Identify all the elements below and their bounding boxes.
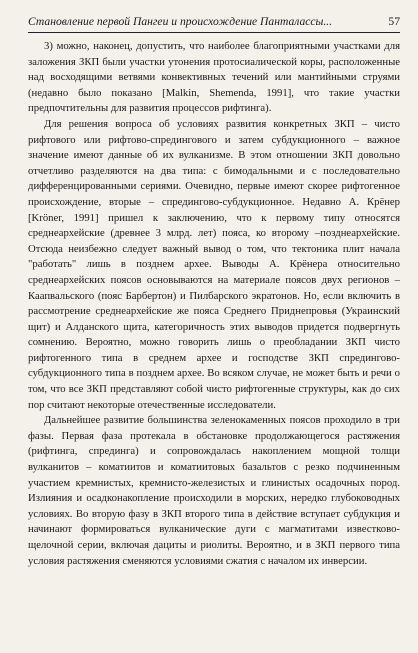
running-head-title: Становление первой Пангеи и происхождение Панталассы... [28,14,333,28]
page-number: 57 [388,14,400,28]
paragraph-1: 3) можно, наконец, допустить, что наиболее благоприятными участками для заложения ЗКП были участки утонения протосиалической коры, расположенные над восходящими ветвями конвективных течений или мантийными струями (недавно было показано [Malkin, Shemenda, 1991], что такие участки предпочтительны для развития процессов рифтинга). [28,40,400,115]
paragraph-2: Для решения вопроса об условиях развития конкретных ЗКП – чисто рифтового или рифтово-спредингового и затем субдукционного – важное значение имеют данные об их вулканизме. В этом отношении ЗКП довольно отчетливо разделяются на два типа: с бимодальными и с последовательно дифференцированными сериями. Очевидно, первые имеют скорее рифтогенное происхождение, вторые – спредингово-субдукционное. Недавно А. Крёнер [Kröner, 1991] пришел к заключению, что к первому типу относятся среднеархейские (древнее 3 млрд. лет) пояса, ко второму –позднеархейские. Отсюда неизбежно следует важный вывод о том, что тектоника плит начала "работать" лишь в позднем архее. Выводы А. Крёнера относительно среднеархейских поясов основываются на материале поясов двух регионов – Каапвальского (пояс Барбертон) и Пилбарского экратонов. Но, если включить в рассмотрение среднеархейские же пояса Среднего Приднепровья (Украинский щит) и Алданского щита, категоричность этих выводов придется подвергнуть сомнению. Вероятно, можно говорить лишь о преобладании ЗКП чисто рифтогенного типа в среднем архее и господстве ЗКП спредингово-субдукционного типа в позднем архее. Во всяком случае, не может быть и речи о том, что все ЗКП представляют собой чисто рифтогенные структуры, как до сих пор считают некоторые отечественные исследователи. [28,117,400,411]
body-text [28,39,400,569]
paragraph-3: Дальнейшее развитие большинства зеленокаменных поясов проходило в три фазы. Первая фаза протекала в обстановке продолжающегося растяжения (рифтинга, спрединга) и сопровождалась накоплением мощной толщи вулканитов – коматиитов и коматиитовых базальтов с резко подчиненным участием кремнистых, кремнисто-железистых и глинистых осадочных пород. Излияния и осадконакопление происходили в морских, нередко глубоководных условиях. Во вторую фазу в ЗКП второго типа в действие вступает субдукция и начинают формироваться вулканические дуги с магматитами известково-щелочной серии, включая дациты и риолиты. Вероятно, и в ЗКП первого типа условия растяжения сменяются условиями сжатия с началом их инверсии. [28,414,400,567]
running-head [28,10,400,33]
